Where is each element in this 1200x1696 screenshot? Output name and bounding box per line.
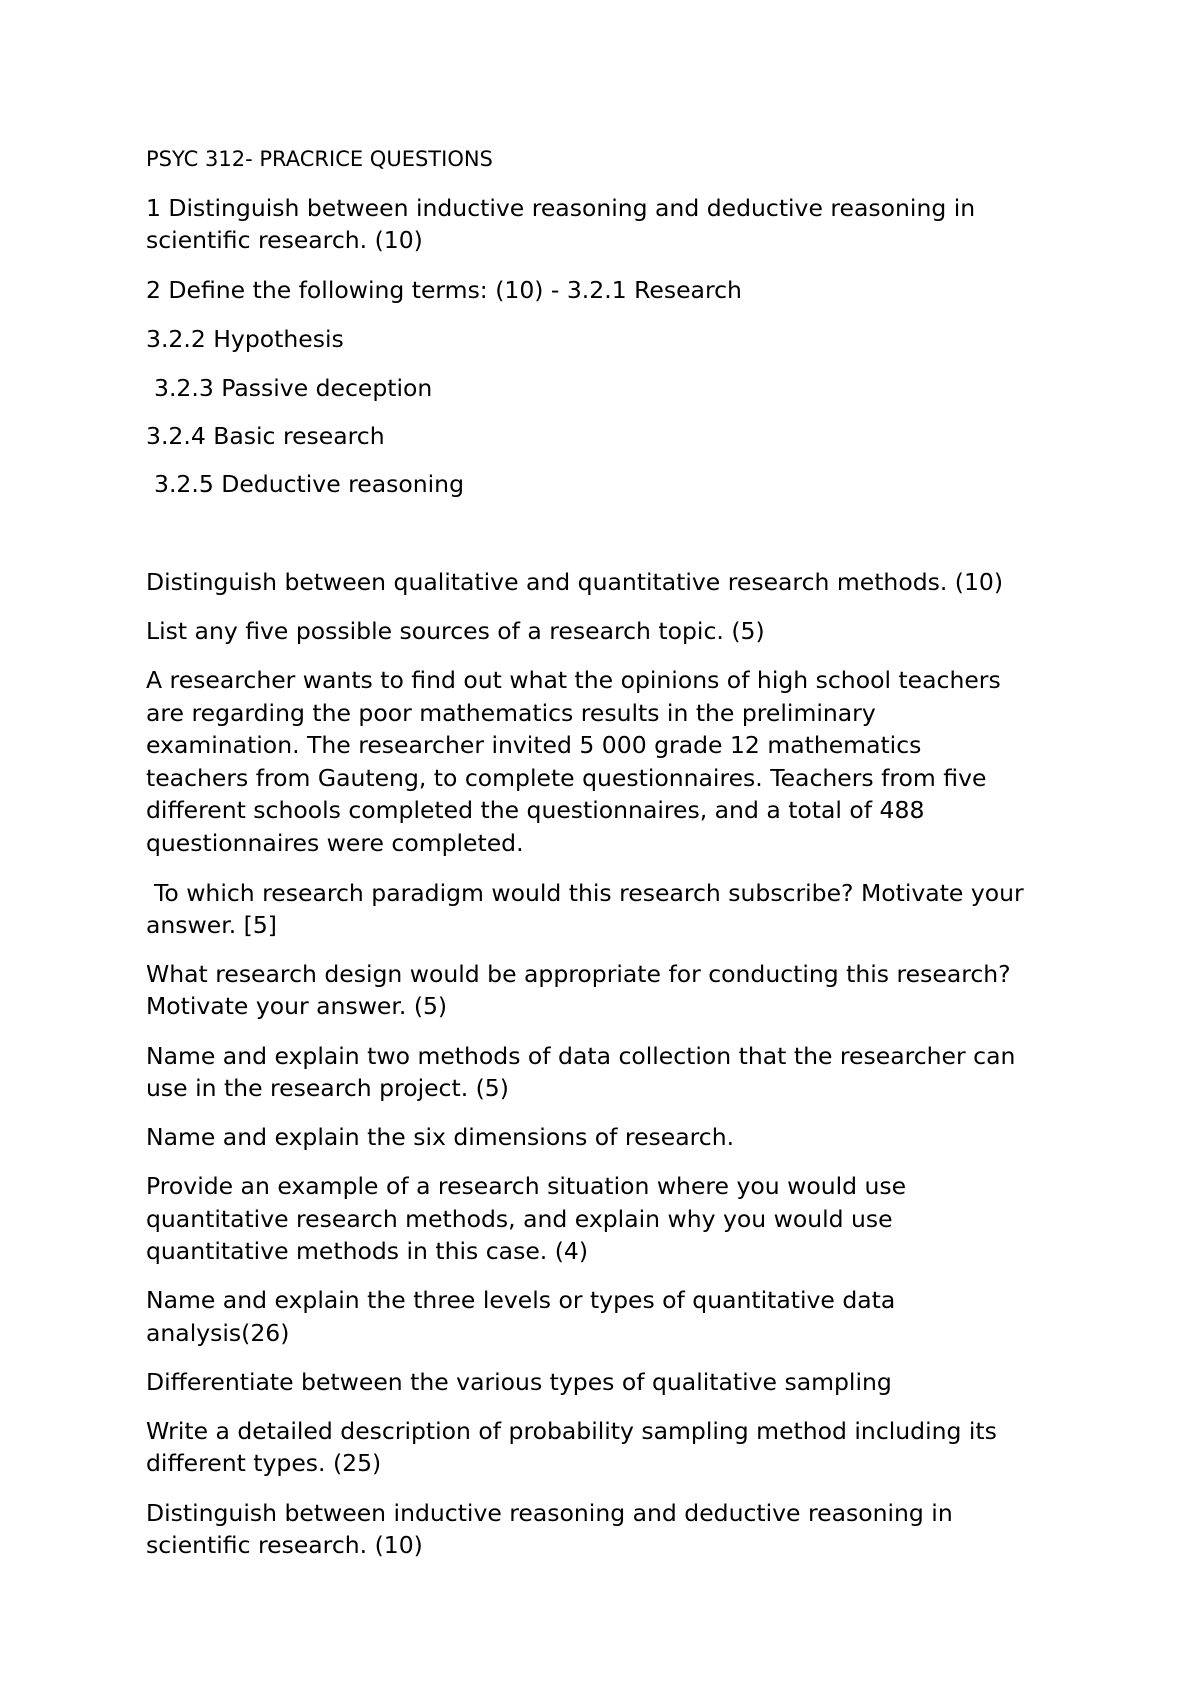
scenario-line-2: are regarding the poor mathematics results in the preliminary [146,699,876,727]
term-hypothesis: 3.2.2 Hypothesis [146,325,344,353]
document-title: PSYC 312- PRACRICE QUESTIONS [146,147,493,171]
scenario-line-1: A researcher wants to find out what the opinions of high school teachers [146,666,1001,694]
question-example-line-1: Provide an example of a research situation where you would use [146,1172,907,1200]
question-1-line-2: scientific research. (10) [146,226,423,254]
question-probability-sampling-line-1: Write a detailed description of probability sampling method including its [146,1417,997,1445]
question-repeat-line-1: Distinguish between inductive reasoning and deductive reasoning in [146,1499,953,1527]
question-paradigm-line-1: To which research paradigm would this research subscribe? Motivate your [154,879,1024,907]
term-basic-research: 3.2.4 Basic research [146,422,385,450]
term-passive-deception: 3.2.3 Passive deception [154,374,433,402]
question-qualitative-quantitative: Distinguish between qualitative and quantitative research methods. (10) [146,568,1004,596]
question-qualitative-sampling: Differentiate between the various types of qualitative sampling [146,1368,892,1396]
question-data-collection-line-2: use in the research project. (5) [146,1074,509,1102]
question-paradigm-line-2: answer. [5] [146,911,277,939]
scenario-line-4: teachers from Gauteng, to complete questionnaires. Teachers from five [146,764,987,792]
question-six-dimensions: Name and explain the six dimensions of research. [146,1123,735,1151]
question-research-topic-sources: List any five possible sources of a research topic. (5) [146,617,765,645]
question-repeat-line-2: scientific research. (10) [146,1531,423,1559]
question-design-line-1: What research design would be appropriate for conducting this research? [146,960,1011,988]
question-probability-sampling-line-2: different types. (25) [146,1449,382,1477]
scenario-line-3: examination. The researcher invited 5 000 grade 12 mathematics [146,731,922,759]
question-1-line-1: 1 Distinguish between inductive reasoning and deductive reasoning in [146,194,976,222]
term-deductive-reasoning: 3.2.5 Deductive reasoning [154,470,464,498]
question-design-line-2: Motivate your answer. (5) [146,992,448,1020]
question-example-line-2: quantitative research methods, and explain why you would use [146,1205,893,1233]
scenario-line-6: questionnaires were completed. [146,829,524,857]
question-2-line: 2 Define the following terms: (10) - 3.2.1 Research [146,276,742,304]
question-analysis-line-1: Name and explain the three levels or types of quantitative data [146,1286,896,1314]
question-data-collection-line-1: Name and explain two methods of data collection that the researcher can [146,1042,1016,1070]
question-example-line-3: quantitative methods in this case. (4) [146,1237,589,1265]
scenario-line-5: different schools completed the questionnaires, and a total of 488 [146,796,925,824]
question-analysis-line-2: analysis(26) [146,1319,290,1347]
